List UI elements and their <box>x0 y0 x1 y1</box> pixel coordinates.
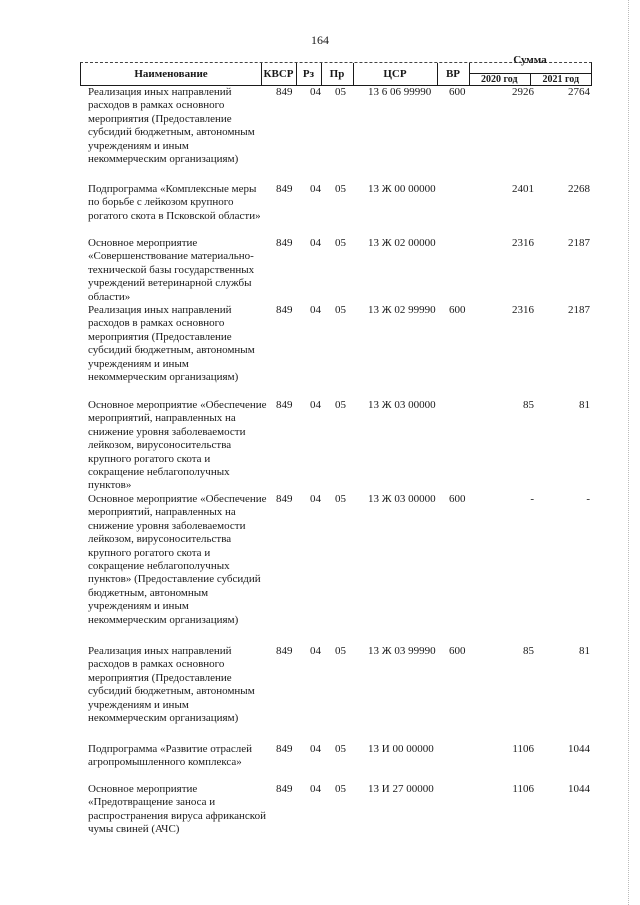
row-sum-2021: 81 <box>579 399 590 411</box>
row-rz: 04 <box>310 237 321 249</box>
row-vr: 600 <box>449 304 466 316</box>
row-vr: 600 <box>449 493 466 505</box>
row-kvsr: 849 <box>276 86 293 98</box>
row-kvsr: 849 <box>276 183 293 195</box>
row-pr: 05 <box>335 304 346 316</box>
page-margin-line <box>628 0 629 905</box>
row-name: Основное мероприятие «Предотвращение заноса и распространения вируса африканской чумы свиней (АЧС) <box>88 783 266 836</box>
page-number: 164 <box>311 33 329 47</box>
row-sum-2020: 2316 <box>512 304 534 316</box>
row-rz: 04 <box>310 743 321 755</box>
row-kvsr: 849 <box>276 743 293 755</box>
header-rz: Рз <box>296 63 322 85</box>
row-kvsr: 849 <box>276 645 293 657</box>
row-csr: 13 Ж 02 99990 <box>368 304 436 316</box>
row-kvsr: 849 <box>276 237 293 249</box>
row-rz: 04 <box>310 399 321 411</box>
header-year-2020: 2020 год <box>469 74 531 86</box>
row-name: Реализация иных направлений расходов в рамках основного мероприятия (Предоставление субсидий бюджетным, автономным учреждениям и иным некоммерческим организациям) <box>88 304 255 384</box>
header-name: Наименование <box>81 63 262 85</box>
row-csr: 13 И 27 00000 <box>368 783 434 795</box>
row-name: Подпрограмма «Развитие отраслей агропромышленного комплекса» <box>88 743 253 769</box>
row-sum-2020: 85 <box>523 645 534 657</box>
row-csr: 13 Ж 03 99990 <box>368 645 436 657</box>
header-sum-group <box>469 54 591 85</box>
row-sum-2021: - <box>586 493 590 505</box>
row-pr: 05 <box>335 237 346 249</box>
row-kvsr: 849 <box>276 304 293 316</box>
row-sum-2020: 2926 <box>512 86 534 98</box>
row-rz: 04 <box>310 493 321 505</box>
row-sum-2021: 2187 <box>568 237 590 249</box>
row-csr: 13 Ж 03 00000 <box>368 493 436 505</box>
row-name: Реализация иных направлений расходов в рамках основного мероприятия (Предоставление субсидий бюджетным, автономным учреждениям и иным некоммерческим организациям) <box>88 86 255 166</box>
row-rz: 04 <box>310 645 321 657</box>
table-header <box>80 54 592 86</box>
row-sum-2021: 81 <box>579 645 590 657</box>
row-sum-2020: 1106 <box>512 743 534 755</box>
row-name: Основное мероприятие «Совершенствование материально-технической базы государственных учреждений ветеринарной службы области» <box>88 237 255 303</box>
row-sum-2020: 1106 <box>512 783 534 795</box>
row-kvsr: 849 <box>276 493 293 505</box>
row-pr: 05 <box>335 645 346 657</box>
row-sum-2020: 85 <box>523 399 534 411</box>
header-pr: Пр <box>321 63 354 85</box>
row-vr: 600 <box>449 86 466 98</box>
row-pr: 05 <box>335 493 346 505</box>
row-vr: 600 <box>449 645 466 657</box>
row-csr: 13 Ж 03 00000 <box>368 399 436 411</box>
row-rz: 04 <box>310 86 321 98</box>
row-sum-2020: 2401 <box>512 183 534 195</box>
row-sum-2021: 2764 <box>568 86 590 98</box>
row-pr: 05 <box>335 86 346 98</box>
row-csr: 13 И 00 00000 <box>368 743 434 755</box>
row-kvsr: 849 <box>276 783 293 795</box>
row-sum-2020: 2316 <box>512 237 534 249</box>
row-rz: 04 <box>310 304 321 316</box>
row-sum-2021: 1044 <box>568 783 590 795</box>
header-kvsr: КВСР <box>261 63 297 85</box>
row-sum-2021: 1044 <box>568 743 590 755</box>
row-rz: 04 <box>310 183 321 195</box>
row-name: Основное мероприятие «Обеспечение мероприятий, направленных на снижение уровня заболеваемости лейкозом, вирусоносительства крупного рогатого скота и сокращение неблагополучных пунктов» (Предоставление субсидий бюджетным, автономным учреждениям и иным некоммерческим организациям) <box>88 493 267 626</box>
header-csr: ЦСР <box>353 63 438 85</box>
row-pr: 05 <box>335 743 346 755</box>
header-sum: Сумма <box>513 54 547 66</box>
header-years <box>469 73 591 86</box>
row-rz: 04 <box>310 783 321 795</box>
row-csr: 13 Ж 00 00000 <box>368 183 436 195</box>
row-pr: 05 <box>335 183 346 195</box>
header-year-2021: 2021 год <box>542 74 580 85</box>
header-vr: ВР <box>437 63 470 85</box>
row-name: Реализация иных направлений расходов в рамках основного мероприятия (Предоставление субсидий бюджетным, автономным учреждениям и иным некоммерческим организациям) <box>88 645 255 725</box>
row-sum-2021: 2187 <box>568 304 590 316</box>
row-kvsr: 849 <box>276 399 293 411</box>
row-sum-2020: - <box>530 493 534 505</box>
row-csr: 13 6 06 99990 <box>368 86 432 98</box>
row-pr: 05 <box>335 783 346 795</box>
row-pr: 05 <box>335 399 346 411</box>
row-name: Основное мероприятие «Обеспечение мероприятий, направленных на снижение уровня заболеваемости лейкозом, вирусоносительства крупного рогатого скота и сокращение неблагополучных пунктов» <box>88 399 267 492</box>
row-csr: 13 Ж 02 00000 <box>368 237 436 249</box>
row-sum-2021: 2268 <box>568 183 590 195</box>
row-name: Подпрограмма «Комплексные меры по борьбе с лейкозом крупного рогатого скота в Псковской области» <box>88 183 261 222</box>
